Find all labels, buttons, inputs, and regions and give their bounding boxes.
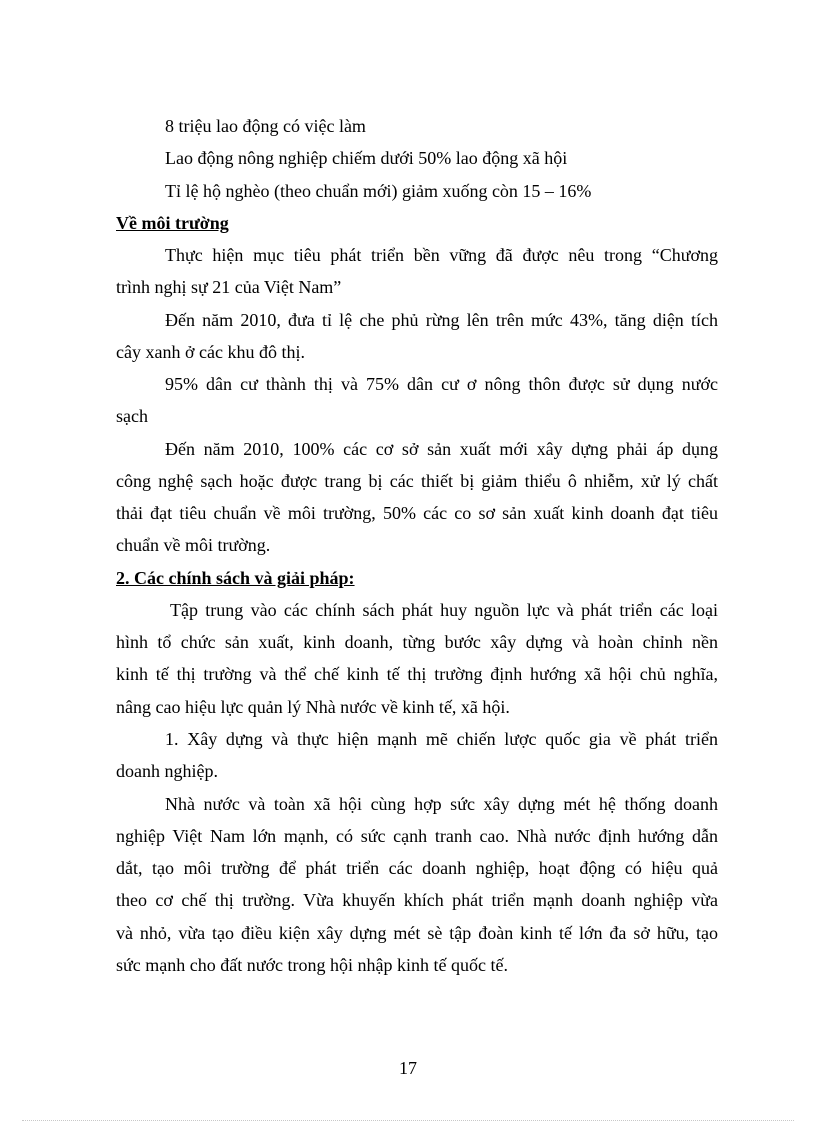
- text-line: doanh nghiệp.: [116, 761, 218, 781]
- text-line: Tỉ lệ hộ nghèo (theo chuẩn mới) giảm xuống còn 15 – 16%: [165, 181, 592, 201]
- text-line: Đến năm 2010, 100% các cơ sở sản xuất mới xây dựng phải áp dụng: [165, 439, 718, 459]
- text-line: Nhà nước và toàn xã hội cùng hợp sức xây dựng mét hệ thống doanh: [165, 794, 718, 814]
- text-line: hình tổ chức sản xuất, kinh doanh, từng bước xây dựng và hoàn chỉnh nền: [116, 632, 718, 652]
- text-line: dắt, tạo môi trường để phát triển các doanh nghiệp, hoạt động có hiệu quả: [116, 858, 718, 878]
- text-line: công nghệ sạch hoặc được trang bị các thiết bị giảm thiểu ô nhiễm, xử lý chất: [116, 471, 718, 491]
- text-line: nâng cao hiệu lực quản lý Nhà nước về kinh tế, xã hội.: [116, 697, 510, 717]
- text-line: sức mạnh cho đất nước trong hội nhập kinh tế quốc tế.: [116, 955, 508, 975]
- text-line: theo cơ chế thị trường. Vừa khuyến khích phát triển mạnh doanh nghiệp vừa: [116, 890, 718, 910]
- footer-divider: [22, 1120, 794, 1121]
- text-line: sạch: [116, 406, 148, 426]
- text-line: 8 triệu lao động có việc làm: [165, 116, 366, 136]
- text-line: nghiệp Việt Nam lớn mạnh, có sức cạnh tranh cao. Nhà nước định hướng dẫn: [116, 826, 718, 846]
- text-line: kinh tế thị trường và thể chế kinh tế thị trường định hướng xã hội chủ nghĩa,: [116, 664, 718, 684]
- text-line: cây xanh ở các khu đô thị.: [116, 342, 305, 362]
- text-line: Tập trung vào các chính sách phát huy nguồn lực và phát triển các loại: [170, 600, 718, 620]
- text-line: thải đạt tiêu chuẩn về môi trường, 50% các co sơ sản xuất kinh doanh đạt tiêu: [116, 503, 718, 523]
- section-heading: 2. Các chính sách và giải pháp:: [116, 568, 355, 588]
- text-line: 1. Xây dựng và thực hiện mạnh mẽ chiến lược quốc gia về phát triển: [165, 729, 718, 749]
- text-line: trình nghị sự 21 của Việt Nam”: [116, 277, 342, 297]
- text-line: Thực hiện mục tiêu phát triển bền vững đã được nêu trong “Chương: [165, 245, 718, 265]
- text-line: Lao động nông nghiệp chiếm dưới 50% lao động xã hội: [165, 148, 568, 168]
- section-heading: Về môi trường: [116, 213, 229, 233]
- page-number: 17: [399, 1058, 417, 1078]
- text-line: 95% dân cư thành thị và 75% dân cư ơ nông thôn được sử dụng nước: [165, 374, 718, 394]
- text-line: và nhỏ, vừa tạo điều kiện xây dựng mét sè tập đoàn kinh tế lớn đa sở hữu, tạo: [116, 923, 718, 943]
- text-line: Đến năm 2010, đưa tỉ lệ che phủ rừng lên trên mức 43%, tăng diện tích: [165, 310, 718, 330]
- text-line: chuẩn về môi trường.: [116, 535, 271, 555]
